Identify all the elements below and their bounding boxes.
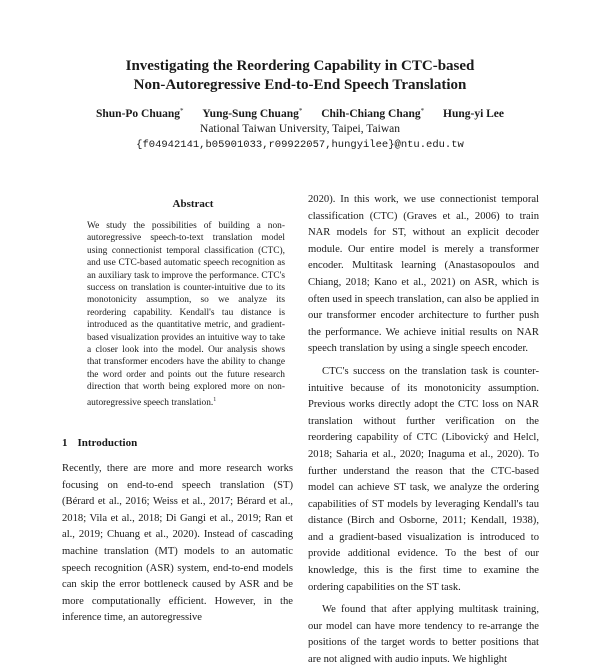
author: Shun-Po Chuang* xyxy=(95,107,184,120)
author: Chih-Chiang Chang* xyxy=(321,107,425,120)
abstract-text: We study the possibilities of building a non-autoregressive speech-to-text translation model using connectionist temporal classification (CTC), and use CTC-based automatic speech recognition as an auxiliary task to improve the performance. CTC's success on translation is counter-intuitive due to its monotonicity assumption, so we analyze its reordering capability. Kendall's tau distance is introduced as the quantitative metric, and gradient-based visualization provides an intuitive way to take a closer look into the model. Our analysis shows that transformer encoders have the ability to change the word order and points out the future research direction that worth being explored more on non-autoregressive speech translation. xyxy=(87,221,285,408)
right-column-text xyxy=(308,192,539,669)
abstract-heading: Abstract xyxy=(172,198,214,210)
right-paragraph-3: We found that after applying multitask training, our model can have more tendency to re-arrange the positions of the target words to better positions that are not aligned with audio inputs. We highlight xyxy=(308,604,539,666)
paper-title xyxy=(0,57,600,95)
intro-paragraph-1: Recently, there are more and more research works focusing on end-to-end speech translation (ST) (Bérard et al., 2016; Weiss et al., 2017; Bérard et al., 2018; Vila et al., 2018; Di Gangi et al., 2019; Ran et al., 2019; Chuang et al., 2020). Instead of cascading machine translation (MT) models to an automatic speech recognition (ASR) system, end-to-end models can skip the error bottleneck caused by ASR and be more computationally efficient. However, in the inference time, an autoregressive xyxy=(62,463,293,624)
right-paragraph-1: 2020). In this work, we use connectionist temporal classification (CTC) (Graves et al., 2006) to train NAR models for ST, without an explicit decoder module. Our entire model is merely a transformer encoder. Multitask learning (Anastasopoulos and Chiang, 2018; Kano et al., 2021) on ASR, which is often used in speech translation, can also be applied in our transformer encoder architecture to further push the performance. We achieve initial results on NAR speech translation by using a single speech encoder. xyxy=(308,194,539,355)
right-paragraph-2: CTC's success on the translation task is counter-intuitive because of its monotonicity assumption. Previous works directly adopt the CTC loss on NAR translation without further verification on the reordering capability of CTC (Libovický and Helcl, 2018; Saharia et al., 2020; Inaguma et al., 2020). To further understand the reason that the CTC-based model can achieve ST task, we analyze the ordering capabilities of ST models by leveraging Kendall's tau distance (Birch and Osborne, 2011; Kendall, 1938), and a gradient-based visualization is introduced to provide additional evidence. To the best of our knowledge, this is the first time to examine the ordering capabilities on the ST task. xyxy=(308,365,539,593)
abstract-body xyxy=(87,220,285,409)
section-title: Introduction xyxy=(77,437,138,449)
footnote-mark: 1 xyxy=(213,396,217,403)
author: Hung-yi Lee xyxy=(443,108,505,120)
author-emails: {f04942141,b05901033,r09922057,hungyilee}@ntu.edu.tw xyxy=(136,139,464,151)
left-column-text xyxy=(62,461,293,627)
section-heading-introduction xyxy=(62,437,137,449)
affiliation: National Taiwan University, Taipei, Taiwan xyxy=(200,123,400,135)
author: Yung-Sung Chuang* xyxy=(202,107,303,120)
title-line-1: Investigating the Reordering Capability in CTC-based xyxy=(125,58,475,74)
section-number: 1 xyxy=(62,437,68,449)
author-list xyxy=(0,107,600,120)
title-line-2: Non-Autoregressive End-to-End Speech Translation xyxy=(133,77,467,93)
